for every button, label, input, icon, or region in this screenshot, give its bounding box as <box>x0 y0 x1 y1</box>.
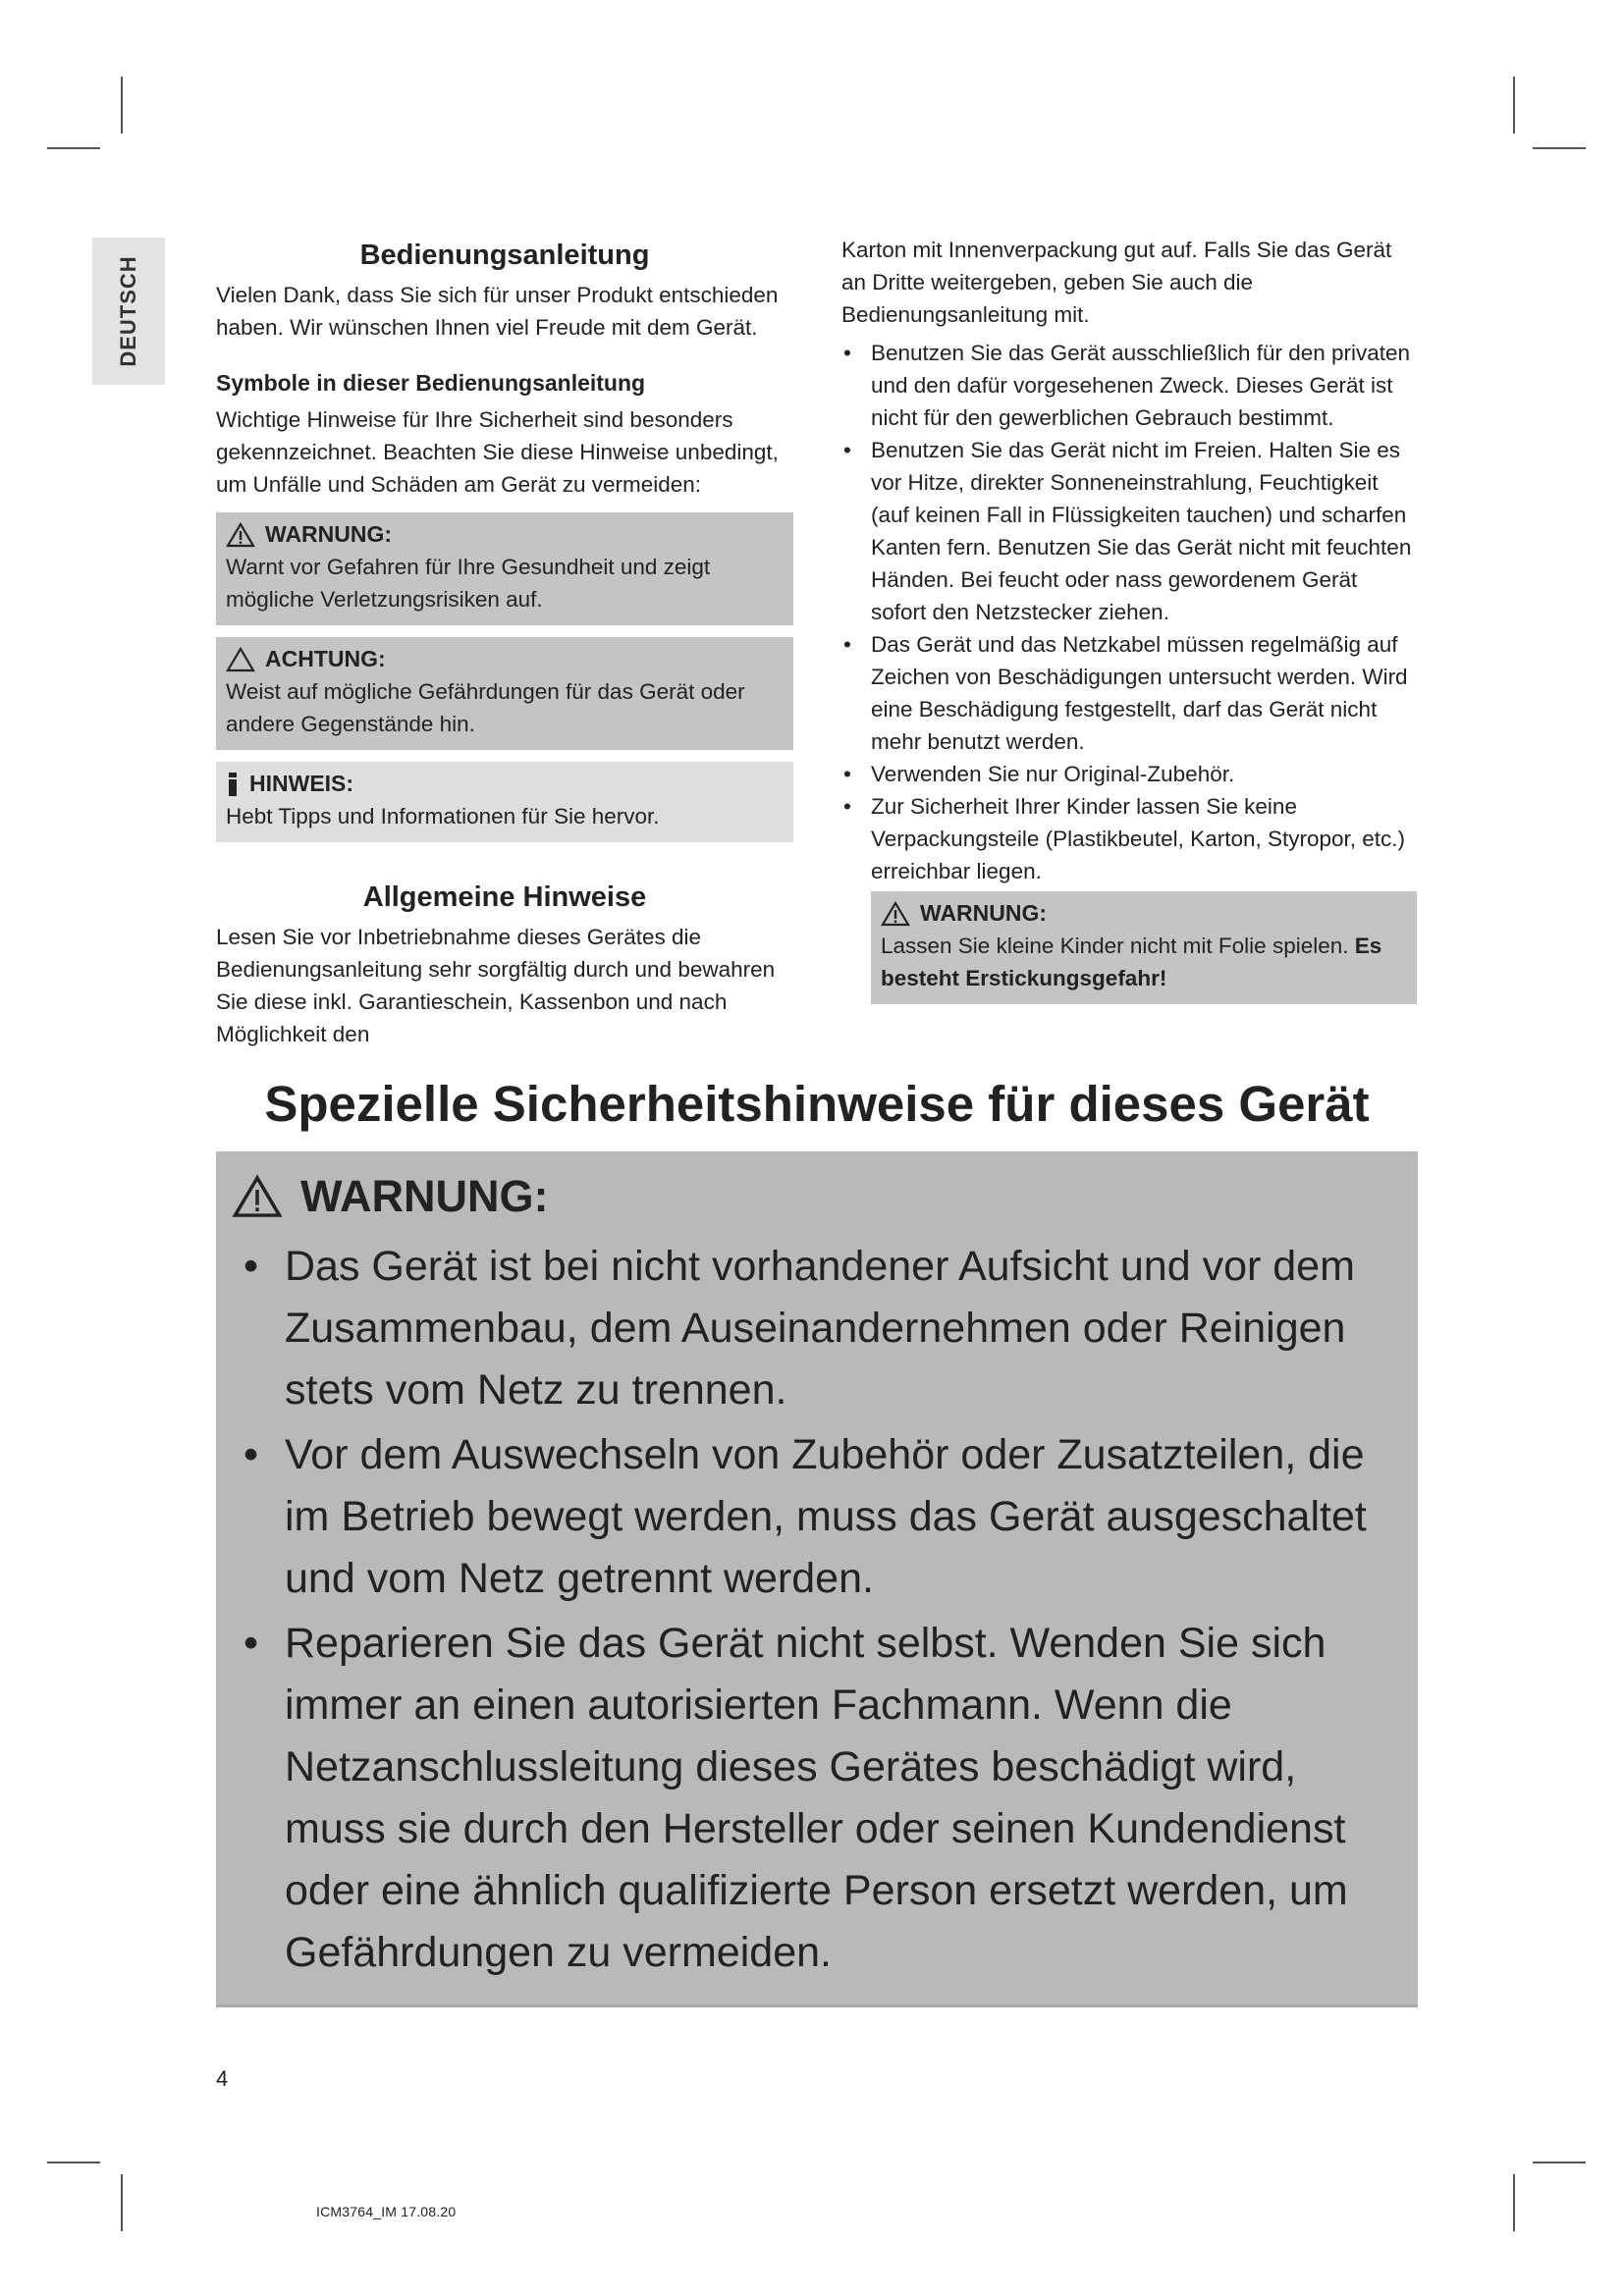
list-item: • Das Gerät und das Netzkabel müssen regelmäßig auf Zeichen von Beschädigungen untersucht werden. Wird eine Beschädigung festgestellt, darf das Gerät nicht mehr benutzt werden. <box>841 628 1417 758</box>
list-item: • Das Gerät ist bei nicht vorhandener Aufsicht und vor dem Zusammenbau, dem Auseinandernehmen oder Reinigen stets vom Netz zu trennen. <box>232 1236 1402 1421</box>
language-tab <box>92 238 165 385</box>
info-icon <box>226 773 240 796</box>
intro-text: Vielen Dank, dass Sie sich für unser Produkt entschieden haben. Wir wünschen Ihnen viel Freude mit dem Gerät. <box>216 283 779 340</box>
note-label: HINWEIS: <box>249 771 354 796</box>
list-item: • Reparieren Sie das Gerät nicht selbst. Wenden Sie sich immer an einen autorisierten Fachmann. Wenn die Netzanschlussleitung dieses Gerätes beschädigt wird, muss sie durch den Hersteller oder seinen Kundendienst oder eine ähnlich qualifizierte Person ersetzt werden, um Gefährdungen zu vermeiden. <box>232 1613 1402 1984</box>
warning-triangle-icon <box>881 901 910 927</box>
crop-mark <box>121 2174 123 2231</box>
warning-label: WARNUNG: <box>265 521 393 547</box>
packaging-warning-box <box>871 891 1417 1004</box>
list-item: • Benutzen Sie das Gerät nicht im Freien. Halten Sie es vor Hitze, direkter Sonneneinstrahlung, Feuchtigkeit (auf keinen Fall in Flüssigkeiten tauchen) und scharfen Kanten fern. Benutzen Sie das Gerät nicht mit feuchten Händen. Bei feucht oder nass gewordenem Gerät sofort den Netzstecker ziehen. <box>841 434 1417 628</box>
special-warning-box <box>216 1151 1418 2007</box>
caution-label: ACHTUNG: <box>265 646 386 671</box>
general-heading: Allgemeine Hinweise <box>362 881 647 913</box>
packaging-warning-text: Lassen Sie kleine Kinder nicht mit Folie spielen. <box>881 934 1349 958</box>
special-bullet-list <box>232 1236 1402 1984</box>
caution-text: Weist auf mögliche Gefährdungen für das Gerät oder andere Gegenstände hin. <box>226 679 745 736</box>
page-number: 4 <box>216 2066 229 2091</box>
continuation-text: Karton mit Innenverpackung gut auf. Falls Sie das Gerät an Dritte weitergeben, geben Sie auch die Bedienungsanleitung mit. <box>841 238 1392 327</box>
warning-triangle-icon <box>232 1174 283 1219</box>
crop-mark <box>47 147 100 149</box>
packaging-warning-emphasis: Es besteht Erstickungsgefahr! <box>881 934 1382 990</box>
crop-mark <box>1513 77 1515 133</box>
list-item: • Zur Sicherheit Ihrer Kinder lassen Sie keine Verpackungsteile (Plastikbeutel, Karton, Styropor, etc.) erreichbar liegen. <box>841 790 1417 887</box>
symbols-heading: Symbole in dieser Bedienungsanleitung <box>216 370 646 396</box>
crop-mark <box>1533 2162 1586 2163</box>
list-item: • Benutzen Sie das Gerät ausschließlich für den privaten und den dafür vorgesehenen Zweck. Dieses Gerät ist nicht für den gewerblichen Gebrauch bestimmt. <box>841 337 1417 434</box>
crop-mark <box>1513 2174 1515 2231</box>
list-item: • Verwenden Sie nur Original-Zubehör. <box>841 758 1417 790</box>
general-bullet-list <box>841 337 1417 887</box>
right-column <box>841 234 1417 1004</box>
symbols-text: Wichtige Hinweise für Ihre Sicherheit sind besonders gekennzeichnet. Beachten Sie diese Hinweise unbedingt, um Unfälle und Schäden am Gerät zu vermeiden: <box>216 407 779 497</box>
footer-code: ICM3764_IM 17.08.20 <box>316 2204 457 2219</box>
warning-triangle-icon <box>226 522 255 548</box>
general-text: Lesen Sie vor Inbetriebnahme dieses Gerätes die Bedienungsanleitung sehr sorgfältig durch und bewahren Sie diese inkl. Garantieschein, Kassenbon und nach Möglichkeit den <box>216 925 776 1046</box>
special-safety-section <box>216 1065 1418 2007</box>
note-box <box>216 762 793 842</box>
language-tab-label: DEUTSCH <box>116 255 140 367</box>
crop-mark <box>47 2162 100 2163</box>
special-safety-title: Spezielle Sicherheitshinweise für dieses Gerät <box>264 1076 1370 1132</box>
packaging-warning-label: WARNUNG: <box>920 900 1048 926</box>
warning-box <box>216 512 793 625</box>
caution-triangle-icon <box>226 647 255 672</box>
note-text: Hebt Tipps und Informationen für Sie hervor. <box>226 804 660 828</box>
list-item: • Vor dem Auswechseln von Zubehör oder Zusatzteilen, die im Betrieb bewegt werden, muss das Gerät ausgeschaltet und vom Netz getrennt werden. <box>232 1424 1402 1610</box>
special-warning-label: WARNUNG: <box>300 1171 549 1221</box>
crop-mark <box>1533 147 1586 149</box>
manual-title: Bedienungsanleitung <box>359 240 650 271</box>
caution-box <box>216 637 793 750</box>
crop-mark <box>121 77 123 133</box>
warning-text: Warnt vor Gefahren für Ihre Gesundheit und zeigt mögliche Verletzungsrisiken auf. <box>226 555 711 612</box>
left-column <box>216 234 793 1050</box>
